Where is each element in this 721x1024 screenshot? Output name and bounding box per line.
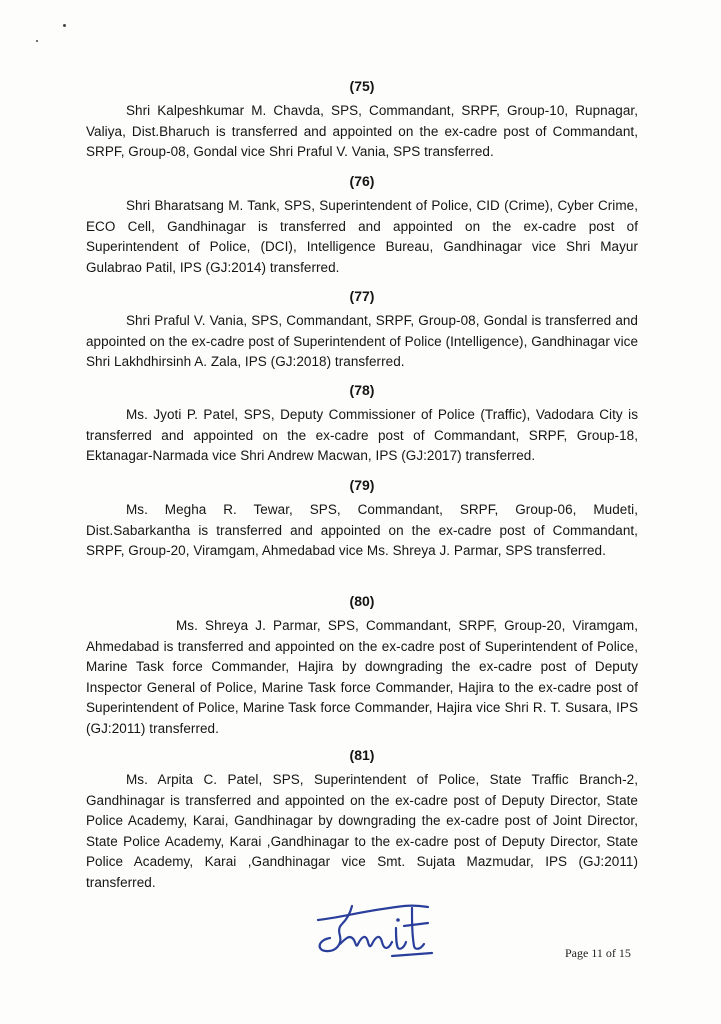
entry-number: (78) <box>349 382 375 398</box>
entry-number: (76) <box>349 173 375 189</box>
entry-number: (77) <box>349 288 375 304</box>
signature-image <box>308 898 448 958</box>
entry-number: (79) <box>349 477 375 493</box>
entry-text: Ms. Arpita C. Patel, SPS, Superintendent of Police, State Traffic Branch-2, Gandhinagar is transferred and appointed on the ex-cadre post of Deputy Director, State Police Academy, Karai, Gandhinagar by downgrading the ex-cadre post of Joint Director, State Police Academy, Karai ,Gandhinagar to the ex-cadre post of Deputy Director, State Police Academy, Karai ,Gandhinagar vice Smt. Sujata Mazmudar, IPS (GJ:2011) transferred. <box>86 772 638 890</box>
entry-81 <box>86 747 638 893</box>
entry-number: (80) <box>349 593 375 609</box>
entry-78 <box>86 382 638 467</box>
entry-text: Ms. Jyoti P. Patel, SPS, Deputy Commissioner of Police (Traffic), Vadodara City is transferred and appointed on the ex-cadre post of Commandant, SRPF, Group-18, Ektanagar-Narmada vice Shri Andrew Macwan, IPS (GJ:2017) transferred. <box>86 407 638 463</box>
entry-79 <box>86 477 638 562</box>
entry-text: Shri Praful V. Vania, SPS, Commandant, SRPF, Group-08, Gondal is transferred and appointed on the ex-cadre post of Superintendent of Police (Intelligence), Gandhinagar vice Shri Lakhdhirsinh A. Zala, IPS (GJ:2018) transferred. <box>86 313 638 369</box>
scan-speck <box>36 40 38 42</box>
entry-75 <box>86 78 638 163</box>
entry-text: Ms. Megha R. Tewar, SPS, Commandant, SRPF, Group-06, Mudeti, Dist.Sabarkantha is transferred and appointed on the ex-cadre post of Commandant, SRPF, Group-20, Viramgam, Ahmedabad vice Ms. Shreya J. Parmar, SPS transferred. <box>86 502 638 558</box>
scan-speck <box>63 24 66 27</box>
entry-77 <box>86 288 638 373</box>
entry-number: (75) <box>349 78 375 94</box>
page-number: Page 11 of 15 <box>565 946 631 960</box>
entry-text: Shri Bharatsang M. Tank, SPS, Superintendent of Police, CID (Crime), Cyber Crime, ECO Cell, Gandhinagar is transferred and appointed on the ex-cadre post of Superintendent of Police, (DCI), Intelligence Bureau, Gandhinagar vice Shri Mayur Gulabrao Patil, IPS (GJ:2014) transferred. <box>86 198 638 275</box>
entry-80 <box>86 593 638 739</box>
entry-76 <box>86 173 638 278</box>
entry-text: Shri Kalpeshkumar M. Chavda, SPS, Commandant, SRPF, Group-10, Rupnagar, Valiya, Dist.Bharuch is transferred and appointed on the ex-cadre post of Commandant, SRPF, Group-08, Gondal vice Shri Praful V. Vania, SPS transferred. <box>86 103 638 159</box>
entry-text: Ms. Shreya J. Parmar, SPS, Commandant, SRPF, Group-20, Viramgam, Ahmedabad is transferred and appointed on the ex-cadre post of Superintendent of Police, Marine Task force Commander, Hajira by downgrading the ex-cadre post of Deputy Inspector General of Police, Marine Task force Commander, Hajira to the ex-cadre post of Superintendent of Police, Marine Task force Commander, Hajira vice Shri R. T. Susara, IPS (GJ:2011) transferred. <box>86 618 638 736</box>
entry-number: (81) <box>349 747 375 763</box>
